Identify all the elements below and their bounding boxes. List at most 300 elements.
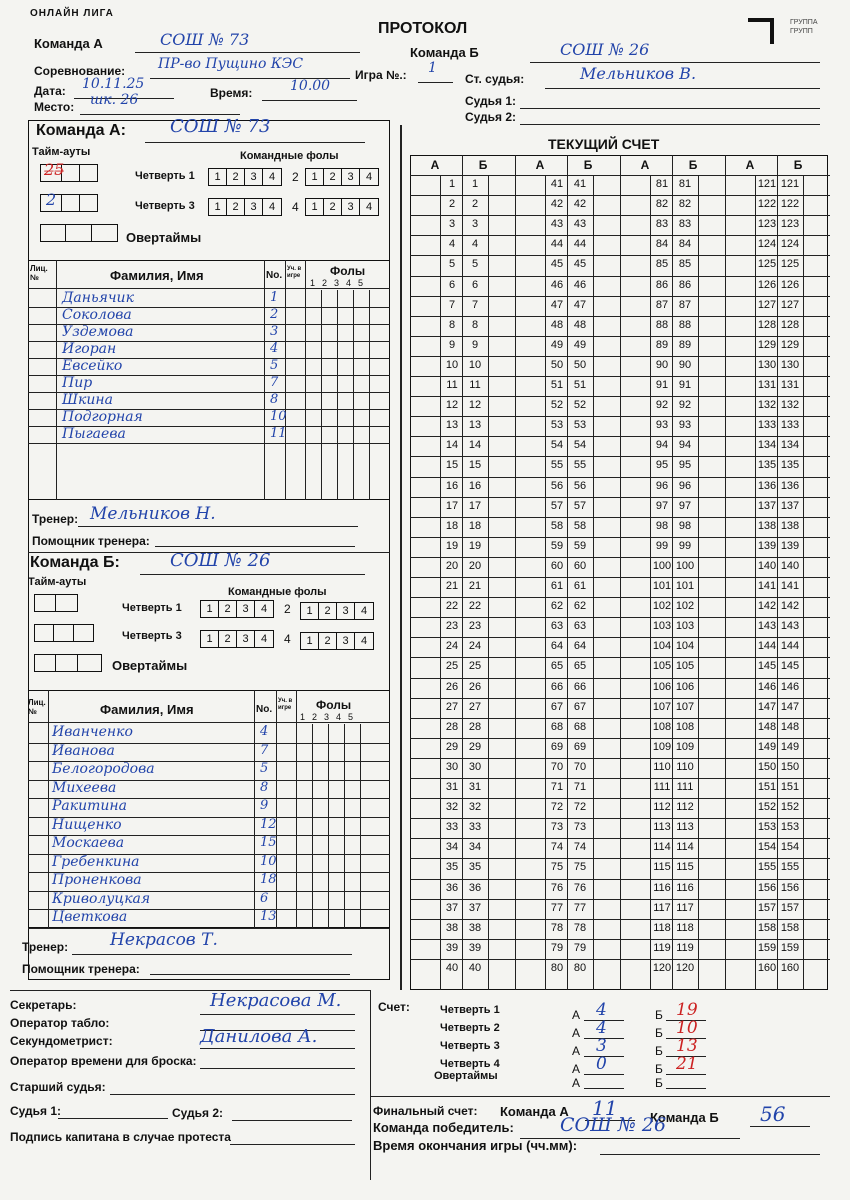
score-cell-a[interactable]: 55	[550, 459, 564, 472]
score-cell-b[interactable]: 83	[678, 218, 692, 231]
score-cell-b[interactable]: 111	[676, 781, 694, 793]
score-cell-b[interactable]: 25	[468, 660, 482, 673]
score-cell-a[interactable]: 98	[655, 519, 669, 532]
score-cell-a[interactable]: 122	[757, 198, 777, 211]
score-cell-b[interactable]: 71	[573, 781, 587, 793]
score-cell-b[interactable]: 100	[675, 559, 695, 572]
score-cell-a[interactable]: 47	[550, 298, 564, 311]
score-cell-a[interactable]: 10	[445, 358, 459, 371]
score-cell-a[interactable]: 138	[757, 519, 777, 532]
score-cell-a[interactable]: 103	[652, 620, 672, 633]
score-cell-b[interactable]: 127	[780, 298, 800, 311]
score-cell-b[interactable]: 49	[573, 338, 587, 351]
score-cell-a[interactable]: 128	[757, 318, 777, 331]
team-a-q3-fouls[interactable]: 1 2 3 4	[208, 198, 282, 216]
score-cell-b[interactable]: 50	[573, 358, 587, 371]
score-cell-a[interactable]: 23	[445, 620, 459, 633]
score-cell-b[interactable]: 155	[780, 861, 800, 874]
team-a-q4-fouls[interactable]: 1 2 3 4	[305, 198, 379, 216]
score-cell-b[interactable]: 16	[468, 479, 482, 492]
score-cell-a[interactable]: 57	[550, 499, 564, 512]
score-cell-b[interactable]: 142	[780, 600, 800, 613]
score-cell-a[interactable]: 26	[445, 680, 459, 693]
score-cell-a[interactable]: 100	[652, 559, 672, 572]
score-cell-b[interactable]: 45	[573, 258, 587, 271]
score-cell-a[interactable]: 144	[757, 640, 777, 653]
score-cell-b[interactable]: 13	[468, 419, 482, 432]
score-cell-b[interactable]: 65	[573, 660, 587, 673]
team-a-q2-fouls[interactable]: 1 2 3 4	[305, 168, 379, 186]
score-cell-b[interactable]: 23	[468, 620, 482, 633]
score-cell-b[interactable]: 66	[573, 680, 587, 693]
score-cell-a[interactable]: 25	[445, 660, 459, 673]
score-cell-b[interactable]: 123	[780, 218, 800, 231]
score-cell-b[interactable]: 26	[468, 680, 482, 693]
team-b-timeouts-h1[interactable]	[34, 594, 78, 612]
score-cell-b[interactable]: 5	[471, 258, 479, 271]
score-cell-a[interactable]: 69	[550, 740, 564, 753]
score-cell-a[interactable]: 139	[757, 539, 777, 552]
score-cell-b[interactable]: 85	[678, 258, 692, 271]
score-cell-b[interactable]: 33	[468, 821, 482, 834]
score-cell-a[interactable]: 141	[757, 580, 777, 592]
score-cell-b[interactable]: 57	[573, 499, 587, 512]
score-cell-b[interactable]: 27	[468, 700, 482, 713]
score-cell-a[interactable]: 44	[550, 238, 564, 251]
score-cell-a[interactable]: 16	[445, 479, 459, 492]
team-b-q1-fouls[interactable]: 1 2 3 4	[200, 600, 274, 618]
score-cell-b[interactable]: 134	[780, 439, 800, 452]
score-cell-a[interactable]: 65	[550, 660, 564, 673]
score-cell-b[interactable]: 137	[780, 499, 800, 512]
score-cell-b[interactable]: 2	[471, 198, 479, 211]
score-cell-a[interactable]: 153	[757, 821, 777, 834]
score-cell-a[interactable]: 140	[757, 559, 777, 572]
score-cell-b[interactable]: 21	[468, 580, 482, 592]
score-cell-b[interactable]: 68	[573, 720, 587, 733]
score-cell-b[interactable]: 145	[780, 660, 800, 673]
score-cell-a[interactable]: 142	[757, 600, 777, 613]
score-cell-a[interactable]: 40	[445, 961, 459, 974]
score-cell-a[interactable]: 2	[448, 198, 456, 211]
score-cell-b[interactable]: 105	[675, 660, 695, 673]
score-cell-b[interactable]: 96	[678, 479, 692, 492]
score-cell-a[interactable]: 130	[757, 358, 777, 371]
score-cell-a[interactable]: 70	[550, 760, 564, 773]
score-cell-a[interactable]: 123	[757, 218, 777, 231]
score-cell-a[interactable]: 15	[445, 459, 459, 472]
score-cell-a[interactable]: 30	[445, 760, 459, 773]
score-cell-a[interactable]: 67	[550, 700, 564, 713]
score-cell-b[interactable]: 156	[780, 881, 800, 894]
score-cell-a[interactable]: 51	[550, 379, 564, 391]
score-cell-a[interactable]: 88	[655, 318, 669, 331]
score-cell-b[interactable]: 130	[780, 358, 800, 371]
score-cell-a[interactable]: 3	[448, 218, 456, 231]
score-cell-b[interactable]: 79	[573, 941, 587, 954]
score-cell-b[interactable]: 131	[780, 379, 800, 391]
score-cell-a[interactable]: 13	[445, 419, 459, 432]
score-cell-a[interactable]: 78	[550, 921, 564, 934]
score-cell-b[interactable]: 91	[678, 379, 692, 391]
score-cell-a[interactable]: 97	[655, 499, 669, 512]
score-cell-b[interactable]: 144	[780, 640, 800, 653]
score-cell-b[interactable]: 69	[573, 740, 587, 753]
score-cell-a[interactable]: 126	[757, 278, 777, 291]
score-cell-b[interactable]: 81	[678, 178, 692, 190]
score-cell-b[interactable]: 43	[573, 218, 587, 231]
score-cell-b[interactable]: 22	[468, 600, 482, 613]
score-cell-a[interactable]: 74	[550, 841, 564, 854]
score-cell-a[interactable]: 119	[653, 941, 671, 954]
score-cell-a[interactable]: 66	[550, 680, 564, 693]
score-cell-b[interactable]: 94	[678, 439, 692, 452]
score-cell-a[interactable]: 42	[550, 198, 564, 211]
score-cell-a[interactable]: 148	[757, 720, 777, 733]
score-cell-b[interactable]: 90	[678, 358, 692, 371]
score-cell-a[interactable]: 20	[445, 559, 459, 572]
score-cell-a[interactable]: 49	[550, 338, 564, 351]
score-cell-b[interactable]: 116	[676, 881, 694, 894]
score-cell-a[interactable]: 58	[550, 519, 564, 532]
score-cell-b[interactable]: 40	[468, 961, 482, 974]
score-cell-a[interactable]: 147	[757, 700, 777, 713]
score-cell-a[interactable]: 136	[757, 479, 777, 492]
score-cell-b[interactable]: 133	[780, 419, 800, 432]
score-cell-b[interactable]: 77	[573, 901, 587, 914]
score-cell-b[interactable]: 17	[468, 499, 482, 512]
score-cell-a[interactable]: 5	[448, 258, 456, 271]
score-cell-b[interactable]: 126	[780, 278, 800, 291]
score-cell-b[interactable]: 75	[573, 861, 587, 874]
score-cell-a[interactable]: 96	[655, 479, 669, 492]
score-cell-a[interactable]: 129	[757, 338, 777, 351]
score-cell-b[interactable]: 132	[780, 399, 800, 412]
score-cell-b[interactable]: 124	[780, 238, 800, 251]
score-cell-a[interactable]: 76	[550, 881, 564, 894]
score-cell-a[interactable]: 6	[448, 278, 456, 291]
score-cell-a[interactable]: 31	[445, 781, 459, 793]
score-cell-b[interactable]: 95	[678, 459, 692, 472]
score-cell-a[interactable]: 8	[448, 318, 456, 331]
score-cell-a[interactable]: 79	[550, 941, 564, 954]
score-cell-a[interactable]: 34	[445, 841, 459, 854]
team-b-q4-fouls[interactable]: 1 2 3 4	[300, 632, 374, 650]
score-cell-a[interactable]: 52	[550, 399, 564, 412]
score-cell-b[interactable]: 8	[471, 318, 479, 331]
score-cell-a[interactable]: 92	[655, 399, 669, 412]
score-cell-a[interactable]: 154	[757, 841, 777, 854]
score-cell-a[interactable]: 59	[550, 539, 564, 552]
score-cell-a[interactable]: 102	[652, 600, 672, 613]
score-cell-a[interactable]: 135	[757, 459, 777, 472]
score-cell-b[interactable]: 157	[780, 901, 800, 914]
score-cell-a[interactable]: 85	[655, 258, 669, 271]
score-cell-b[interactable]: 73	[573, 821, 587, 834]
score-cell-b[interactable]: 108	[675, 720, 695, 733]
score-cell-b[interactable]: 56	[573, 479, 587, 492]
score-cell-a[interactable]: 29	[445, 740, 459, 753]
score-cell-a[interactable]: 48	[550, 318, 564, 331]
score-cell-b[interactable]: 135	[780, 459, 800, 472]
score-cell-a[interactable]: 156	[757, 881, 777, 894]
score-cell-b[interactable]: 84	[678, 238, 692, 251]
score-cell-a[interactable]: 9	[448, 338, 456, 351]
score-cell-b[interactable]: 19	[468, 539, 482, 552]
score-cell-b[interactable]: 14	[468, 439, 482, 452]
score-cell-b[interactable]: 128	[780, 318, 800, 331]
score-cell-a[interactable]: 17	[445, 499, 459, 512]
team-b-timeouts-h2[interactable]	[34, 624, 94, 642]
score-cell-a[interactable]: 41	[550, 178, 564, 190]
score-cell-b[interactable]: 53	[573, 419, 587, 432]
score-cell-b[interactable]: 153	[780, 821, 800, 834]
score-cell-b[interactable]: 28	[468, 720, 482, 733]
score-cell-a[interactable]: 75	[550, 861, 564, 874]
score-cell-a[interactable]: 32	[445, 801, 459, 814]
score-cell-a[interactable]: 124	[757, 238, 777, 251]
score-cell-a[interactable]: 109	[652, 740, 672, 753]
score-cell-a[interactable]: 127	[757, 298, 777, 311]
score-cell-a[interactable]: 21	[445, 580, 459, 592]
score-cell-b[interactable]: 48	[573, 318, 587, 331]
score-cell-b[interactable]: 78	[573, 921, 587, 934]
score-cell-a[interactable]: 73	[550, 821, 564, 834]
score-cell-a[interactable]: 133	[757, 419, 777, 432]
score-cell-b[interactable]: 92	[678, 399, 692, 412]
score-cell-b[interactable]: 36	[468, 881, 482, 894]
score-cell-a[interactable]: 131	[757, 379, 777, 391]
score-cell-a[interactable]: 95	[655, 459, 669, 472]
score-cell-a[interactable]: 101	[652, 580, 672, 592]
score-cell-b[interactable]: 34	[468, 841, 482, 854]
team-b-timeouts-ot[interactable]	[34, 654, 102, 672]
score-cell-b[interactable]: 51	[573, 379, 587, 391]
score-cell-a[interactable]: 111	[653, 781, 671, 793]
score-cell-a[interactable]: 114	[653, 841, 671, 854]
score-cell-a[interactable]: 19	[445, 539, 459, 552]
score-cell-a[interactable]: 37	[445, 901, 459, 914]
score-cell-b[interactable]: 93	[678, 419, 692, 432]
score-cell-b[interactable]: 125	[780, 258, 800, 271]
score-cell-b[interactable]: 110	[676, 760, 694, 773]
score-cell-b[interactable]: 6	[471, 278, 479, 291]
score-cell-a[interactable]: 158	[757, 921, 777, 934]
score-cell-b[interactable]: 113	[676, 821, 694, 834]
score-cell-b[interactable]: 149	[780, 740, 800, 753]
score-cell-b[interactable]: 54	[573, 439, 587, 452]
score-cell-b[interactable]: 86	[678, 278, 692, 291]
score-cell-a[interactable]: 54	[550, 439, 564, 452]
score-cell-a[interactable]: 106	[652, 680, 672, 693]
score-cell-b[interactable]: 148	[780, 720, 800, 733]
score-cell-a[interactable]: 53	[550, 419, 564, 432]
score-cell-b[interactable]: 136	[780, 479, 800, 492]
score-cell-a[interactable]: 91	[655, 379, 669, 391]
score-cell-b[interactable]: 38	[468, 921, 482, 934]
score-cell-b[interactable]: 1	[471, 178, 479, 190]
score-cell-b[interactable]: 141	[780, 580, 800, 592]
score-cell-b[interactable]: 143	[780, 620, 800, 633]
score-cell-a[interactable]: 152	[757, 801, 777, 814]
score-cell-a[interactable]: 38	[445, 921, 459, 934]
score-cell-a[interactable]: 121	[757, 178, 777, 190]
score-cell-b[interactable]: 31	[468, 781, 482, 793]
team-b-q2-fouls[interactable]: 1 2 3 4	[300, 602, 374, 620]
score-cell-b[interactable]: 12	[468, 399, 482, 412]
score-cell-b[interactable]: 158	[780, 921, 800, 934]
score-cell-a[interactable]: 1	[448, 178, 456, 190]
score-cell-b[interactable]: 63	[573, 620, 587, 633]
score-cell-a[interactable]: 39	[445, 941, 459, 954]
score-cell-a[interactable]: 94	[655, 439, 669, 452]
score-cell-a[interactable]: 61	[550, 580, 564, 592]
score-cell-a[interactable]: 12	[445, 399, 459, 412]
score-cell-a[interactable]: 36	[445, 881, 459, 894]
score-cell-b[interactable]: 151	[780, 781, 800, 793]
score-cell-a[interactable]: 24	[445, 640, 459, 653]
score-cell-a[interactable]: 46	[550, 278, 564, 291]
score-cell-a[interactable]: 45	[550, 258, 564, 271]
score-cell-b[interactable]: 4	[471, 238, 479, 251]
score-cell-a[interactable]: 146	[757, 680, 777, 693]
score-cell-a[interactable]: 22	[445, 600, 459, 613]
score-cell-a[interactable]: 137	[757, 499, 777, 512]
score-cell-b[interactable]: 64	[573, 640, 587, 653]
score-cell-a[interactable]: 43	[550, 218, 564, 231]
score-cell-a[interactable]: 14	[445, 439, 459, 452]
score-cell-a[interactable]: 132	[757, 399, 777, 412]
score-cell-b[interactable]: 44	[573, 238, 587, 251]
score-cell-a[interactable]: 134	[757, 439, 777, 452]
score-cell-a[interactable]: 115	[653, 861, 671, 874]
score-cell-b[interactable]: 106	[675, 680, 695, 693]
score-cell-a[interactable]: 116	[653, 881, 671, 894]
score-cell-a[interactable]: 89	[655, 338, 669, 351]
score-cell-b[interactable]: 120	[675, 961, 695, 974]
score-cell-b[interactable]: 147	[780, 700, 800, 713]
score-cell-b[interactable]: 99	[678, 539, 692, 552]
score-cell-b[interactable]: 61	[573, 580, 587, 592]
score-cell-b[interactable]: 82	[678, 198, 692, 211]
score-cell-a[interactable]: 149	[757, 740, 777, 753]
score-cell-b[interactable]: 152	[780, 801, 800, 814]
score-cell-a[interactable]: 77	[550, 901, 564, 914]
score-cell-b[interactable]: 129	[780, 338, 800, 351]
team-a-timeouts-ot[interactable]	[40, 224, 118, 242]
score-cell-b[interactable]: 58	[573, 519, 587, 532]
score-cell-b[interactable]: 122	[780, 198, 800, 211]
score-cell-b[interactable]: 42	[573, 198, 587, 211]
score-cell-b[interactable]: 140	[780, 559, 800, 572]
score-cell-b[interactable]: 55	[573, 459, 587, 472]
team-b-q3-fouls[interactable]: 1 2 3 4	[200, 630, 274, 648]
score-cell-b[interactable]: 59	[573, 539, 587, 552]
score-cell-a[interactable]: 64	[550, 640, 564, 653]
score-cell-b[interactable]: 88	[678, 318, 692, 331]
score-cell-a[interactable]: 11	[446, 379, 458, 391]
score-cell-b[interactable]: 114	[676, 841, 694, 854]
score-cell-b[interactable]: 159	[780, 941, 800, 954]
score-cell-a[interactable]: 60	[550, 559, 564, 572]
score-cell-a[interactable]: 118	[653, 921, 671, 934]
score-cell-a[interactable]: 125	[757, 258, 777, 271]
score-cell-b[interactable]: 150	[780, 760, 800, 773]
score-cell-a[interactable]: 82	[655, 198, 669, 211]
score-cell-a[interactable]: 28	[445, 720, 459, 733]
score-cell-b[interactable]: 146	[780, 680, 800, 693]
score-cell-b[interactable]: 72	[573, 801, 587, 814]
score-cell-a[interactable]: 7	[448, 298, 456, 311]
score-cell-b[interactable]: 15	[468, 459, 482, 472]
score-cell-b[interactable]: 98	[678, 519, 692, 532]
score-cell-a[interactable]: 107	[652, 700, 672, 713]
score-cell-b[interactable]: 11	[469, 379, 481, 391]
score-cell-a[interactable]: 56	[550, 479, 564, 492]
score-cell-a[interactable]: 72	[550, 801, 564, 814]
score-cell-a[interactable]: 81	[655, 178, 669, 190]
score-cell-b[interactable]: 46	[573, 278, 587, 291]
score-cell-a[interactable]: 108	[652, 720, 672, 733]
score-cell-b[interactable]: 3	[471, 218, 479, 231]
score-cell-b[interactable]: 32	[468, 801, 482, 814]
score-cell-b[interactable]: 97	[678, 499, 692, 512]
score-cell-b[interactable]: 109	[675, 740, 695, 753]
score-cell-a[interactable]: 150	[757, 760, 777, 773]
score-cell-b[interactable]: 41	[573, 178, 587, 190]
score-cell-b[interactable]: 37	[468, 901, 482, 914]
score-cell-b[interactable]: 10	[468, 358, 482, 371]
score-cell-b[interactable]: 101	[675, 580, 695, 592]
score-cell-a[interactable]: 18	[445, 519, 459, 532]
score-cell-a[interactable]: 27	[445, 700, 459, 713]
score-cell-a[interactable]: 80	[550, 961, 564, 974]
score-cell-a[interactable]: 151	[757, 781, 777, 793]
score-cell-a[interactable]: 63	[550, 620, 564, 633]
score-cell-a[interactable]: 84	[655, 238, 669, 251]
score-cell-a[interactable]: 71	[550, 781, 564, 793]
score-cell-b[interactable]: 103	[675, 620, 695, 633]
score-cell-b[interactable]: 117	[676, 901, 694, 914]
score-cell-a[interactable]: 120	[652, 961, 672, 974]
score-cell-b[interactable]: 9	[471, 338, 479, 351]
score-cell-b[interactable]: 115	[676, 861, 694, 874]
score-cell-b[interactable]: 47	[573, 298, 587, 311]
score-cell-b[interactable]: 35	[468, 861, 482, 874]
score-cell-b[interactable]: 118	[676, 921, 694, 934]
score-cell-a[interactable]: 117	[653, 901, 671, 914]
score-cell-b[interactable]: 30	[468, 760, 482, 773]
score-cell-a[interactable]: 68	[550, 720, 564, 733]
score-cell-b[interactable]: 138	[780, 519, 800, 532]
score-cell-a[interactable]: 86	[655, 278, 669, 291]
score-cell-a[interactable]: 145	[757, 660, 777, 673]
score-cell-b[interactable]: 29	[468, 740, 482, 753]
score-cell-b[interactable]: 154	[780, 841, 800, 854]
score-cell-a[interactable]: 35	[445, 861, 459, 874]
score-cell-b[interactable]: 89	[678, 338, 692, 351]
score-cell-b[interactable]: 67	[573, 700, 587, 713]
score-cell-b[interactable]: 160	[780, 961, 800, 974]
score-cell-b[interactable]: 139	[780, 539, 800, 552]
score-cell-a[interactable]: 105	[652, 660, 672, 673]
team-a-q1-fouls[interactable]: 1 2 3 4	[208, 168, 282, 186]
score-cell-a[interactable]: 104	[652, 640, 672, 653]
score-cell-b[interactable]: 119	[676, 941, 694, 954]
score-cell-b[interactable]: 52	[573, 399, 587, 412]
score-cell-a[interactable]: 87	[655, 298, 669, 311]
score-cell-b[interactable]: 112	[676, 801, 694, 814]
